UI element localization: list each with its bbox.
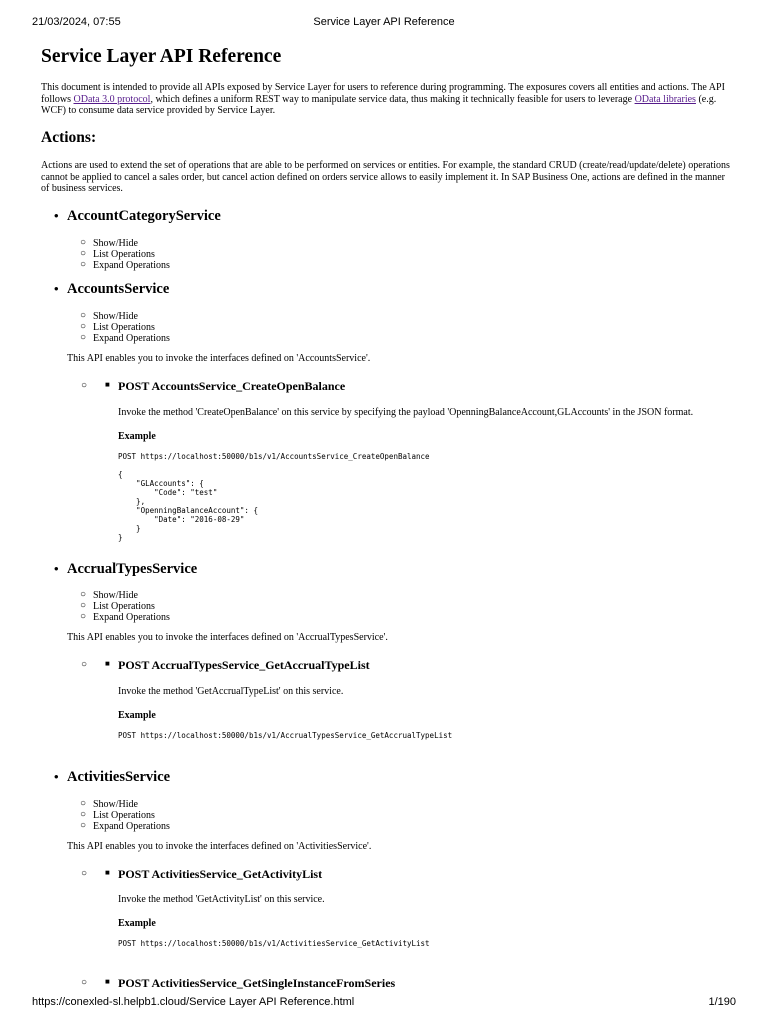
bullet-circle-icon: ○ <box>80 808 87 820</box>
operation-create-open-balance <box>41 379 731 542</box>
intro-text-3: (e.g. WCF) to consume data service provided by Service Layer. <box>41 93 717 116</box>
service-activities <box>41 768 731 992</box>
service-title: • AccountCategoryService <box>54 208 221 225</box>
bullet-circle-icon: ○ <box>81 977 88 989</box>
service-accounts <box>41 280 731 541</box>
odata-libraries-link[interactable]: OData libraries <box>634 93 696 105</box>
bullet-circle-icon: ○ <box>80 259 87 271</box>
bullet-circle-icon: ○ <box>80 589 87 601</box>
operation-get-accrual-type-list <box>41 658 731 740</box>
service-title: • ActivitiesService <box>54 768 171 785</box>
show-hide-link[interactable]: ○ Show/Hide <box>80 589 138 602</box>
service-title: • AccrualTypesService <box>54 560 198 577</box>
document-body <box>41 44 731 1004</box>
service-description: This API enables you to invoke the interfaces defined on 'AccrualTypesService'. <box>67 632 388 644</box>
operation-description: Invoke the method 'CreateOpenBalance' on this service by specifying the payload 'OpenningBalanceAccount,GLAccounts' in the JSON format. <box>118 406 694 418</box>
show-hide-link[interactable]: ○ Show/Hide <box>80 797 138 810</box>
operation-description: Invoke the method 'GetAccrualTypeList' on this service. <box>118 685 344 697</box>
operation-description: Invoke the method 'GetActivityList' on this service. <box>118 894 325 906</box>
print-url: https://conexled-sl.helpb1.cloud/Service Layer API Reference.html <box>32 996 355 1008</box>
print-title: Service Layer API Reference <box>313 16 455 28</box>
expand-operations-link[interactable]: ○ Expand Operations <box>80 259 170 272</box>
service-title: • AccountsService <box>54 281 170 298</box>
bullet-circle-icon: ○ <box>81 659 88 671</box>
bullet-square-icon: ■ <box>105 977 110 987</box>
bullet-circle-icon: ○ <box>80 819 87 831</box>
operation-get-single-instance-from-series <box>41 976 731 992</box>
bullet-disc-icon: • <box>54 208 59 224</box>
list-operations-link[interactable]: ○ List Operations <box>80 808 155 821</box>
service-controls <box>41 799 731 832</box>
print-datetime: 21/03/2024, 07:55 <box>32 16 121 28</box>
operation-title[interactable]: ○ ■ POST AccrualTypesService_GetAccrualTypeList <box>81 658 370 673</box>
bullet-disc-icon: • <box>54 281 59 297</box>
service-description: This API enables you to invoke the interfaces defined on 'ActivitiesService'. <box>67 840 372 852</box>
example-label: Example <box>118 709 156 721</box>
operation-title[interactable]: ○ ■ POST ActivitiesService_GetActivityList <box>81 866 323 881</box>
odata-protocol-link[interactable]: OData 3.0 protocol <box>73 93 151 105</box>
bullet-circle-icon: ○ <box>81 867 88 879</box>
expand-operations-link[interactable]: ○ Expand Operations <box>80 331 170 344</box>
bullet-square-icon: ■ <box>105 659 110 669</box>
intro-text-1: This document is intended to provide all APIs exposed by Service Layer for users to reference during programming. The exposures covers all entities and actions. The API follows <box>41 82 725 105</box>
bullet-circle-icon: ○ <box>80 331 87 343</box>
bullet-circle-icon: ○ <box>80 309 87 321</box>
bullet-square-icon: ■ <box>105 867 110 877</box>
example-code: POST https://localhost:50000/b1s/v1/AccountsService_CreateOpenBalance { "GLAccounts": { "Code": "test" }, "OpenningBalanceAccount": { "Date": "2016-08-29" } } <box>118 451 430 542</box>
show-hide-link[interactable]: ○ Show/Hide <box>80 237 138 250</box>
operation-title[interactable]: ○ ■ POST AccountsService_CreateOpenBalance <box>81 378 346 393</box>
service-controls <box>41 311 731 344</box>
service-description: This API enables you to invoke the interfaces defined on 'AccountsService'. <box>67 352 371 364</box>
bullet-circle-icon: ○ <box>80 320 87 332</box>
bullet-square-icon: ■ <box>105 379 110 389</box>
example-label: Example <box>118 918 156 930</box>
service-account-category <box>41 207 731 271</box>
bullet-circle-icon: ○ <box>80 237 87 249</box>
bullet-circle-icon: ○ <box>80 797 87 809</box>
page-title: Service Layer API Reference <box>41 46 282 67</box>
intro-paragraph <box>41 82 731 116</box>
service-controls <box>41 590 731 623</box>
list-operations-link[interactable]: ○ List Operations <box>80 600 155 613</box>
service-accrual-types <box>41 560 731 740</box>
list-operations-link[interactable]: ○ List Operations <box>80 248 155 261</box>
show-hide-link[interactable]: ○ Show/Hide <box>80 309 138 322</box>
bullet-disc-icon: • <box>54 560 59 576</box>
example-code: POST https://localhost:50000/b1s/v1/AccrualTypesService_GetAccrualTypeList <box>118 730 453 740</box>
actions-paragraph: Actions are used to extend the set of operations that are able to be performed on services or entities. For example, the standard CRUD (create/read/update/delete) operations cannot be applied to cancel a sales order, but cancel action defined on orders service allows to easily implement it. In SAP Business One, actions are defined in the manner of business services. <box>41 160 730 194</box>
intro-text-2: , which defines a uniform REST way to manipulate service data, thus making it technically feasible for users to leverage <box>150 93 635 105</box>
operation-get-activity-list <box>41 867 731 949</box>
bullet-circle-icon: ○ <box>80 248 87 260</box>
bullet-circle-icon: ○ <box>80 611 87 623</box>
example-label: Example <box>118 430 156 442</box>
print-page-number: 1/190 <box>708 996 736 1008</box>
example-code: POST https://localhost:50000/b1s/v1/ActivitiesService_GetActivityList <box>118 939 430 949</box>
expand-operations-link[interactable]: ○ Expand Operations <box>80 611 170 624</box>
bullet-circle-icon: ○ <box>81 379 88 391</box>
service-controls <box>41 238 731 271</box>
list-operations-link[interactable]: ○ List Operations <box>80 320 155 333</box>
operation-title[interactable]: ○ ■ POST ActivitiesService_GetSingleInstanceFromSeries <box>81 976 396 991</box>
expand-operations-link[interactable]: ○ Expand Operations <box>80 819 170 832</box>
actions-heading: Actions: <box>41 129 97 147</box>
bullet-circle-icon: ○ <box>80 600 87 612</box>
bullet-disc-icon: • <box>54 768 59 784</box>
